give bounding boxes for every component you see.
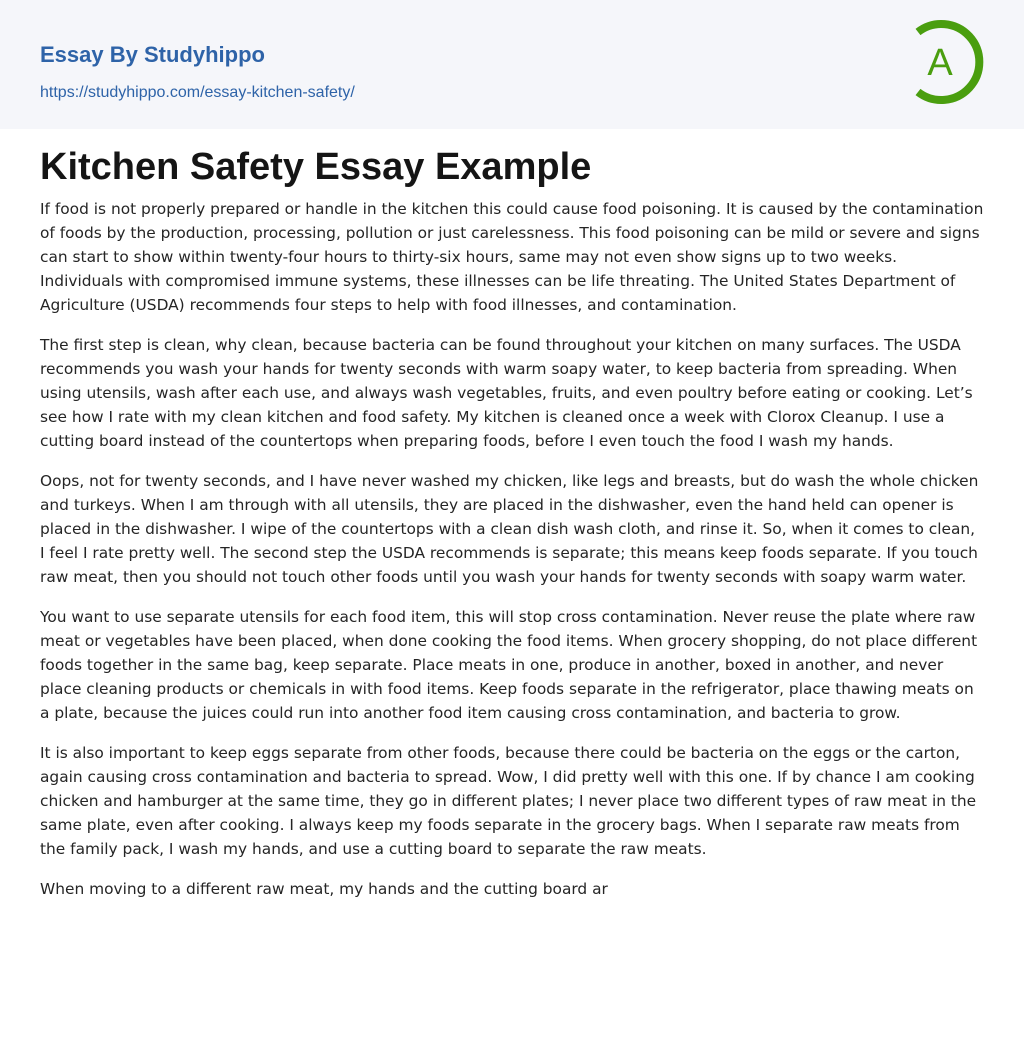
paragraph-truncated: When moving to a different raw meat, my hands and the cutting board ar bbox=[40, 880, 608, 898]
site-header bbox=[0, 0, 1024, 129]
paragraph: You want to use separate utensils for each food item, this will stop cross contamination. Never reuse the plate where raw meat or vegetables have been placed, when done cooking the food items. When grocery shopping, do not place different foods together in the same bag, keep separate. Place meats in one, produce in another, boxed in another, and never place cleaning products or chemicals in with food items. Keep foods separate in the refrigerator, place thawing meats on a plate, because the juices could run into another food item causing cross contamination, and bacteria to grow. bbox=[40, 608, 978, 722]
article bbox=[0, 129, 1024, 901]
svg-text:A: A bbox=[927, 42, 953, 84]
essay-url-link[interactable]: https://studyhippo.com/essay-kitchen-safety/ bbox=[40, 84, 355, 101]
paragraph: If food is not properly prepared or handle in the kitchen this could cause food poisoning. It is caused by the contamination of foods by the production, processing, pollution or just carelessness. This food poisoning can be mild or severe and signs can start to show within twenty-four hours to thirty-six hours, same may not even show signs up to two weeks. Individuals with compromised immune systems, these illnesses can be life threating. The United States Department of Agriculture (USDA) recommends four steps to help with food illnesses, and contamination. bbox=[40, 200, 984, 314]
paragraph: It is also important to keep eggs separate from other foods, because there could be bacteria on the eggs or the carton, again causing cross contamination and bacteria to spread. Wow, I did pretty well with this one. If by chance I am cooking chicken and hamburger at the same time, they go in different plates; I never place two different types of raw meat in the same plate, even after cooking. I always keep my foods separate in the grocery bags. When I separate raw meats from the family pack, I wash my hands, and use a cutting board to separate the raw meats. bbox=[40, 744, 977, 858]
article-body bbox=[40, 197, 984, 901]
site-brand[interactable]: Essay By Studyhippo bbox=[40, 42, 265, 67]
paragraph: The first step is clean, why clean, because bacteria can be found throughout your kitchen on many surfaces. The USDA recommends you wash your hands for twenty seconds with warm soapy water, to keep bacteria from spreading. When using utensils, wash after each use, and always wash vegetables, fruits, and even poultry before eating or cooking. Let’s see how I rate with my clean kitchen and food safety. My kitchen is cleaned once a week with Clorox Cleanup. I use a cutting board instead of the countertops when preparing foods, before I even touch the food I wash my hands. bbox=[40, 336, 973, 450]
studyhippo-logo-icon[interactable] bbox=[906, 18, 990, 106]
paragraph: Oops, not for twenty seconds, and I have never washed my chicken, like legs and breasts, but do wash the whole chicken and turkeys. When I am through with all utensils, they are placed in the dishwasher, even the hand held can opener is placed in the dishwasher. I wipe of the countertops with a clean dish wash cloth, and rinse it. So, when it comes to clean, I feel I rate pretty well. The second step the USDA recommends is separate; this means keep foods separate. If you touch raw meat, then you should not touch other foods until you wash your hands for twenty seconds with soapy warm water. bbox=[40, 472, 979, 586]
page-title: Kitchen Safety Essay Example bbox=[40, 146, 592, 188]
